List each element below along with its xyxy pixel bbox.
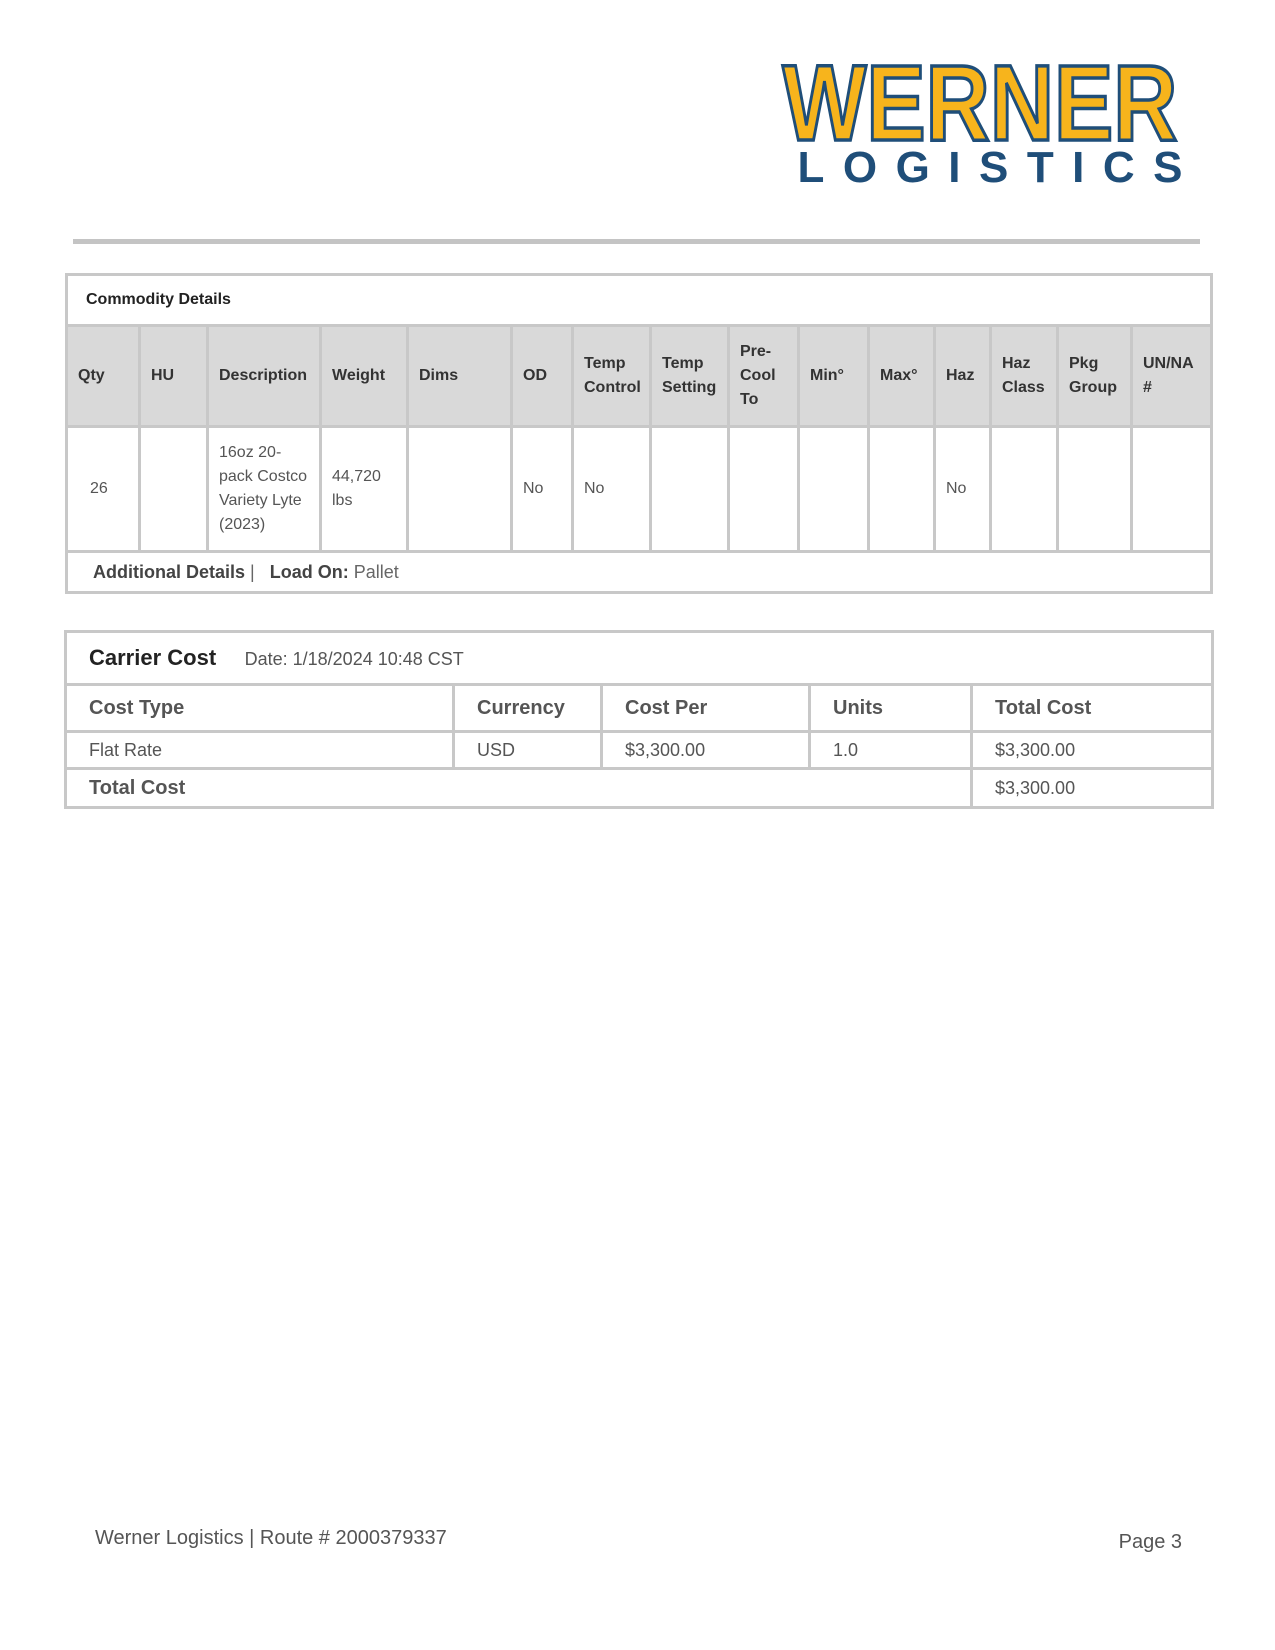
cell-description: 16oz 20-pack Costco Variety Lyte (2023) [208, 427, 321, 552]
table-row [66, 732, 1213, 769]
header-haz: Haz [935, 326, 991, 427]
header-cost-per: Cost Per [602, 685, 810, 732]
commodity-details-title: Commodity Details [67, 275, 1212, 326]
header-qty: Qty [67, 326, 140, 427]
header-pre-cool-to: Pre-Cool To [729, 326, 799, 427]
header-dims: Dims [408, 326, 512, 427]
cell-pre-cool-to [729, 427, 799, 552]
header-weight: Weight [321, 326, 408, 427]
cell-units: 1.0 [810, 732, 972, 769]
cell-cost-type: Flat Rate [66, 732, 454, 769]
cell-haz: No [935, 427, 991, 552]
header-divider [73, 239, 1200, 244]
cell-max [869, 427, 935, 552]
additional-details-separator: | [250, 561, 255, 582]
cell-qty: 26 [67, 427, 140, 552]
header-temp-setting: Temp Setting [651, 326, 729, 427]
logo-graphic [780, 40, 1200, 190]
total-cost-value: $3,300.00 [972, 769, 1213, 808]
header-pkg-group: Pkg Group [1058, 326, 1132, 427]
commodity-details-table [65, 273, 1213, 594]
cell-pkg-group [1058, 427, 1132, 552]
header-haz-class: Haz Class [991, 326, 1058, 427]
header-currency: Currency [454, 685, 602, 732]
commodity-header-row [67, 326, 1212, 427]
header-min: Min° [799, 326, 869, 427]
cell-od: No [512, 427, 573, 552]
header-cost-type: Cost Type [66, 685, 454, 732]
additional-details-row [67, 552, 1212, 593]
cell-min [799, 427, 869, 552]
carrier-cost-header [66, 632, 1213, 685]
header-units: Units [810, 685, 972, 732]
header-od: OD [512, 326, 573, 427]
cell-currency: USD [454, 732, 602, 769]
header-un-na: UN/NA # [1132, 326, 1212, 427]
header-max: Max° [869, 326, 935, 427]
cell-total-cost: $3,300.00 [972, 732, 1213, 769]
header-temp-control: Temp Control [573, 326, 651, 427]
cell-cost-per: $3,300.00 [602, 732, 810, 769]
footer-page-number: Page 3 [1118, 1531, 1182, 1553]
header-total-cost: Total Cost [972, 685, 1213, 732]
logo-word-werner: WERNER [782, 42, 1178, 163]
cell-un-na [1132, 427, 1212, 552]
load-on-value: Pallet [353, 561, 399, 582]
cost-header-row [66, 685, 1213, 732]
additional-details-label: Additional Details [93, 561, 246, 582]
cell-weight: 44,720 lbs [321, 427, 408, 552]
header-hu: HU [140, 326, 208, 427]
total-cost-label: Total Cost [66, 769, 972, 808]
cell-dims [408, 427, 512, 552]
footer-route: Werner Logistics | Route # 2000379337 [95, 1527, 447, 1549]
cell-hu [140, 427, 208, 552]
cell-temp-setting [651, 427, 729, 552]
werner-logistics-logo [780, 40, 1200, 190]
logo-word-logistics: LOGISTICS [797, 143, 1183, 190]
table-row [67, 427, 1212, 552]
cell-haz-class [991, 427, 1058, 552]
carrier-cost-table [64, 630, 1214, 809]
total-cost-row [66, 769, 1213, 808]
carrier-cost-date: Date: 1/18/2024 10:48 CST [244, 649, 464, 669]
carrier-cost-title: Carrier Cost [89, 645, 217, 670]
cell-temp-control: No [573, 427, 651, 552]
load-on-label: Load On: [269, 561, 349, 582]
additional-details [67, 552, 1212, 593]
header-description: Description [208, 326, 321, 427]
